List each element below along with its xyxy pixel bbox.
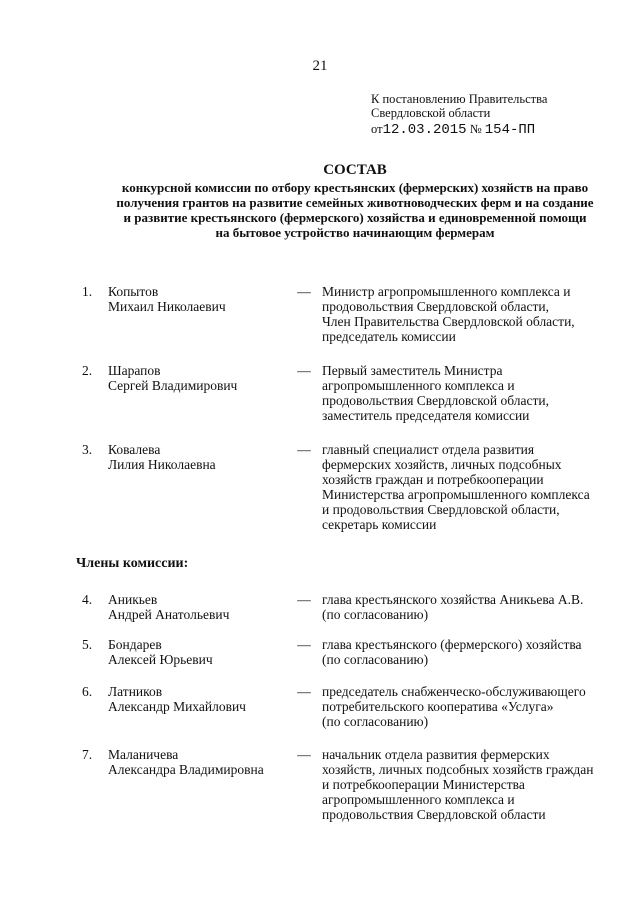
member-role-line: фермерских хозяйств, личных подсобных <box>322 457 562 472</box>
member-name <box>108 592 288 622</box>
dash-separator: — <box>297 284 311 299</box>
member-role-line: хозяйств, личных подсобных хозяйств граждан <box>322 762 594 777</box>
member-number: 5. <box>82 637 93 652</box>
number-prefix: № <box>469 122 482 136</box>
reference-line-2: Свердловской области <box>371 106 491 120</box>
member-role-line: хозяйств граждан и потребкооперации <box>322 472 544 487</box>
member-role-line: и потребкооперации Министерства <box>322 777 525 792</box>
member-name-line: Ковалева <box>108 442 161 457</box>
member-role <box>322 442 622 532</box>
dash-separator: — <box>297 592 311 607</box>
member-role <box>322 592 622 622</box>
member-role-line: секретарь комиссии <box>322 517 437 532</box>
member-role <box>322 637 622 667</box>
member-role <box>322 284 622 344</box>
title-line-4: на бытовое устройство начинающим фермерам <box>215 225 495 240</box>
member-role <box>322 747 622 822</box>
member-name <box>108 684 288 714</box>
member-role-line: (по согласованию) <box>322 607 429 622</box>
reference-line-1: К постановлению Правительства <box>371 92 548 106</box>
member-name-line: Маланичева <box>108 747 179 762</box>
dash-separator: — <box>297 684 311 699</box>
member-role-line: Министр агропромышленного комплекса и <box>322 284 571 299</box>
member-name-line: Копытов <box>108 284 159 299</box>
title-line-2: получения грантов на развитие семейных животноводческих ферм и на создание <box>116 195 594 210</box>
member-name-line: Бондарев <box>108 637 162 652</box>
title-line-3: и развитие крестьянского (фермерского) хозяйства и единовременной помощи <box>123 210 587 225</box>
member-role <box>322 363 622 423</box>
member-role-line: Первый заместитель Министра <box>322 363 503 378</box>
member-role-line: потребительского кооператива «Услуга» <box>322 699 554 714</box>
member-name <box>108 363 288 393</box>
member-role <box>322 684 622 729</box>
member-number: 3. <box>82 442 93 457</box>
dash-separator: — <box>297 442 311 457</box>
member-name-line: Латников <box>108 684 163 699</box>
member-name-line: Михаил Николаевич <box>108 299 226 314</box>
member-role-line: начальник отдела развития фермерских <box>322 747 550 762</box>
member-name-line: Аникьев <box>108 592 158 607</box>
member-role-line: агропромышленного комплекса и <box>322 792 515 807</box>
member-role-line: председатель снабженческо-обслуживающего <box>322 684 586 699</box>
member-name-line: Александр Михайлович <box>108 699 246 714</box>
member-role-line: глава крестьянского хозяйства Аникьева А.В. <box>322 592 584 607</box>
member-number: 2. <box>82 363 93 378</box>
title-line-1: конкурсной комиссии по отбору крестьянских (фермерских) хозяйств на право <box>121 180 589 195</box>
member-role-line: главный специалист отдела развития <box>322 442 535 457</box>
member-role-line: Член Правительства Свердловской области, <box>322 314 575 329</box>
member-role-line: (по согласованию) <box>322 714 429 729</box>
member-number: 1. <box>82 284 93 299</box>
member-number: 4. <box>82 592 93 607</box>
member-name <box>108 284 288 314</box>
member-role-line: глава крестьянского (фермерского) хозяйства <box>322 637 582 652</box>
document-title <box>60 163 640 240</box>
member-role-line: председатель комиссии <box>322 329 456 344</box>
member-role-line: и продовольствия Свердловской области, <box>322 502 560 517</box>
page-number: 21 <box>312 58 328 74</box>
member-role-line: агропромышленного комплекса и <box>322 378 515 393</box>
member-name <box>108 637 288 667</box>
member-role-line: Министерства агропромышленного комплекса <box>322 487 590 502</box>
member-name-line: Шарапов <box>108 363 161 378</box>
dash-separator: — <box>297 363 311 378</box>
decree-number: 154-ПП <box>484 122 536 138</box>
member-number: 7. <box>82 747 93 762</box>
member-name-line: Лилия Николаевна <box>108 457 216 472</box>
member-name-line: Андрей Анатольевич <box>108 607 230 622</box>
member-role-line: заместитель председателя комиссии <box>322 408 530 423</box>
member-role-line: (по согласованию) <box>322 652 429 667</box>
member-name <box>108 442 288 472</box>
decree-date: 12.03.2015 <box>382 122 467 138</box>
dash-separator: — <box>297 747 311 762</box>
member-name-line: Сергей Владимирович <box>108 378 238 393</box>
title-heading: СОСТАВ <box>323 162 387 178</box>
member-role-line: продовольствия Свердловской области, <box>322 299 550 314</box>
member-role-line: продовольствия Свердловской области, <box>322 393 550 408</box>
member-name-line: Алексей Юрьевич <box>108 652 213 667</box>
reference-line-3 <box>371 122 547 137</box>
member-name <box>108 747 288 777</box>
dash-separator: — <box>297 637 311 652</box>
member-number: 6. <box>82 684 93 699</box>
reference-block <box>371 92 547 137</box>
from-prefix: от <box>371 122 383 136</box>
member-role-line: продовольствия Свердловской области <box>322 807 546 822</box>
member-name-line: Александра Владимировна <box>108 762 264 777</box>
members-heading: Члены комиссии: <box>76 556 189 571</box>
